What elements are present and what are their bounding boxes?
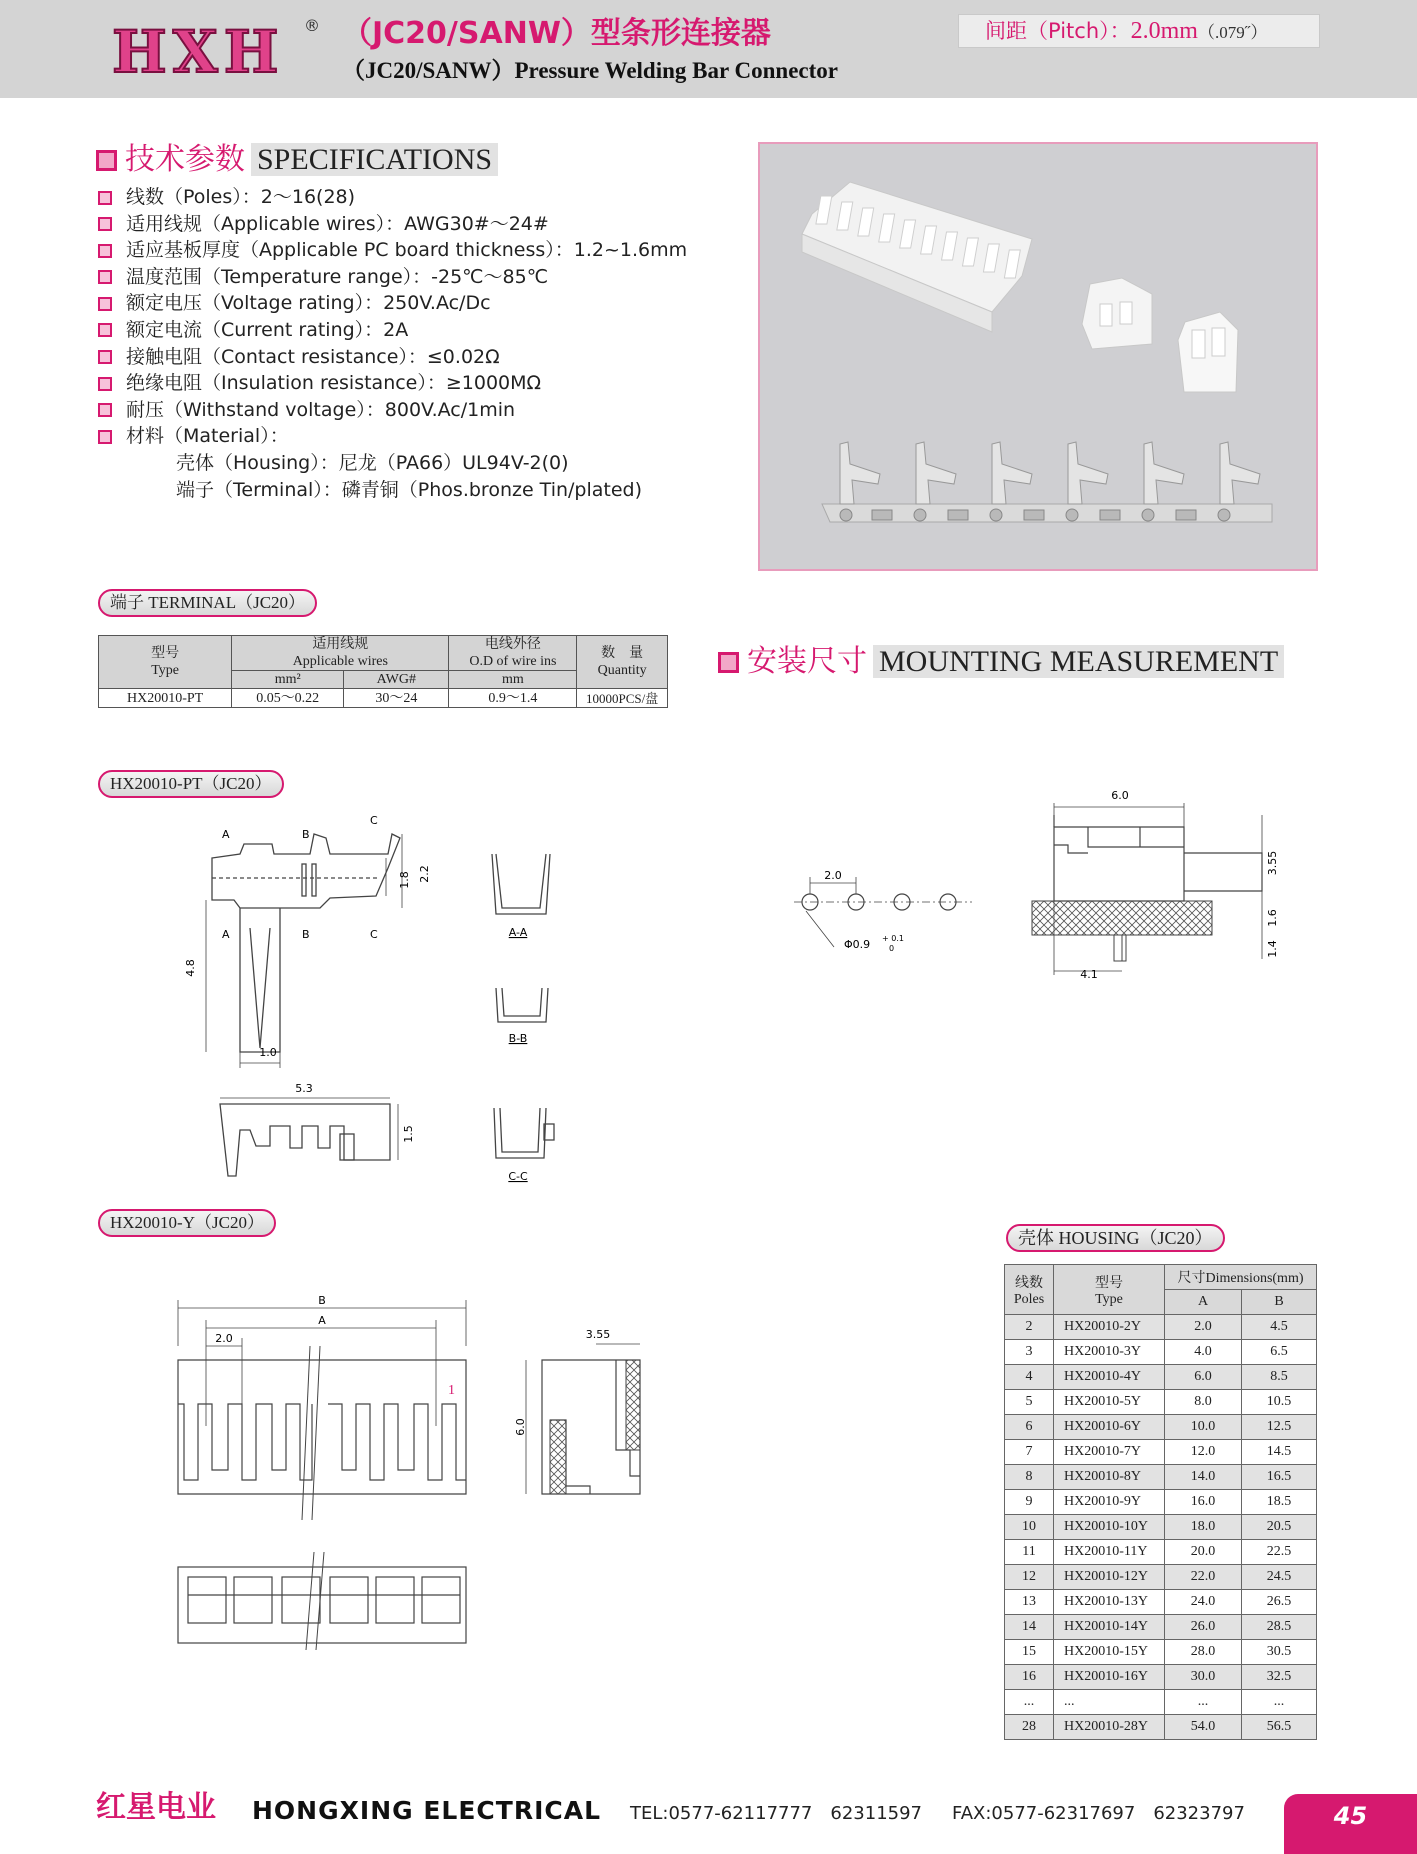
- y-pill: HX20010-Y（JC20）: [98, 1209, 276, 1237]
- spec-list: [98, 184, 698, 503]
- table-row: [1005, 1490, 1317, 1515]
- table-row: HX20010-PT 0.05～0.22 30～24 0.9～1.4 10000PCS/盘: [99, 689, 668, 708]
- bullet-icon: [98, 350, 112, 364]
- mounting-drawing: [792, 785, 1292, 985]
- cell-poles: 11: [1005, 1540, 1054, 1565]
- cell-a: 24.0: [1165, 1590, 1242, 1615]
- table-row: [1005, 1665, 1317, 1690]
- material-terminal: 端子（Terminal）：磷青铜（Phos.bronze Tin/plated): [176, 478, 643, 501]
- spec-item: 接触电阻（Contact resistance）：≤0.02Ω: [98, 344, 698, 371]
- terminal-table: [98, 635, 668, 708]
- table-row: [1005, 1715, 1317, 1740]
- cell-type: HX20010-8Y: [1054, 1465, 1165, 1490]
- cell-b: 6.5: [1242, 1340, 1317, 1365]
- cell-a: 14.0: [1165, 1465, 1242, 1490]
- cell-poles: 13: [1005, 1590, 1054, 1615]
- cell-poles: ...: [1005, 1690, 1054, 1715]
- registered-mark: ®: [304, 16, 320, 35]
- cell-type: HX20010-3Y: [1054, 1340, 1165, 1365]
- bullet-icon: [98, 191, 112, 205]
- cell-b: 24.5: [1242, 1565, 1317, 1590]
- table-row: [1005, 1640, 1317, 1665]
- pt-pill: HX20010-PT（JC20）: [98, 770, 284, 798]
- specifications-heading: [96, 142, 498, 178]
- specifications-heading-cn: 技术参数: [125, 142, 245, 177]
- cell-type: HX20010-12Y: [1054, 1565, 1165, 1590]
- cell-b: 20.5: [1242, 1515, 1317, 1540]
- cell-b: 28.5: [1242, 1615, 1317, 1640]
- cell-b: 8.5: [1242, 1365, 1317, 1390]
- cell-a: 16.0: [1165, 1490, 1242, 1515]
- dim-label: 1.0: [259, 1046, 277, 1059]
- cell-poles: 4: [1005, 1365, 1054, 1390]
- cell-type: HX20010-16Y: [1054, 1665, 1165, 1690]
- cell-b: 14.5: [1242, 1440, 1317, 1465]
- spec-item: 适应基板厚度（Applicable PC board thickness）：1.2~1.6mm: [98, 237, 698, 264]
- dim-label: 1.6: [1266, 909, 1279, 927]
- col-mm2: mm²: [232, 671, 344, 689]
- cell-b: 18.5: [1242, 1490, 1317, 1515]
- table-row: [1005, 1615, 1317, 1640]
- table-row: [1005, 1565, 1317, 1590]
- cell-b: 56.5: [1242, 1715, 1317, 1740]
- cell-type: HX20010-14Y: [1054, 1615, 1165, 1640]
- table-row: [1005, 1340, 1317, 1365]
- terminal-pill: 端子 TERMINAL（JC20）: [98, 589, 317, 617]
- dim-label: 3.55: [585, 1328, 611, 1341]
- cell-poles: 10: [1005, 1515, 1054, 1540]
- cell-a: 8.0: [1165, 1390, 1242, 1415]
- dim-label: 5.3: [295, 1082, 313, 1095]
- cell-a: 6.0: [1165, 1365, 1242, 1390]
- dim-label: 2.2: [418, 865, 431, 883]
- bullet-icon: [98, 244, 112, 258]
- cell-a: 26.0: [1165, 1615, 1242, 1640]
- footer-company-en: HONGXING ELECTRICAL: [252, 1796, 602, 1825]
- terminal-drawing: [180, 808, 600, 1196]
- spec-item: 适用线规（Applicable wires）：AWG30#～24#: [98, 211, 698, 238]
- page-title-cn: （JC20/SANW）型条形连接器: [342, 16, 771, 51]
- table-row: [1005, 1315, 1317, 1340]
- spec-item: 耐压（Withstand voltage）：800V.Ac/1min: [98, 397, 698, 424]
- cell-a: 28.0: [1165, 1640, 1242, 1665]
- cell-poles: 7: [1005, 1440, 1054, 1465]
- col-awg: AWG#: [344, 671, 449, 689]
- spec-item: 绝缘电阻（Insulation resistance）：≥1000MΩ: [98, 370, 698, 397]
- cell-b: 26.5: [1242, 1590, 1317, 1615]
- cell-b: 16.5: [1242, 1465, 1317, 1490]
- dim-label: 4.8: [184, 959, 197, 977]
- spec-item: 材料（Material）：: [98, 423, 698, 450]
- dim-label: 2.0: [824, 869, 842, 882]
- cell-b: 12.5: [1242, 1415, 1317, 1440]
- cell-poles: 5: [1005, 1390, 1054, 1415]
- cell-b: ...: [1242, 1690, 1317, 1715]
- cell-poles: 16: [1005, 1665, 1054, 1690]
- cell-b: 32.5: [1242, 1665, 1317, 1690]
- cell-a: 18.0: [1165, 1515, 1242, 1540]
- dim-label: 1.8: [398, 871, 411, 889]
- footer-tel: TEL:0577-62117777 62311597: [630, 1803, 922, 1824]
- footer-fax: FAX:0577-62317697 62323797: [952, 1803, 1245, 1824]
- cell-b: 10.5: [1242, 1390, 1317, 1415]
- cell-a: 30.0: [1165, 1665, 1242, 1690]
- col-dimensions: 尺寸Dimensions(mm): [1165, 1265, 1317, 1290]
- cell-poles: 6: [1005, 1415, 1054, 1440]
- cell-poles: 2: [1005, 1315, 1054, 1340]
- cell-a: 20.0: [1165, 1540, 1242, 1565]
- cell-type: HX20010-5Y: [1054, 1390, 1165, 1415]
- section-bullet-icon: [96, 150, 117, 171]
- dim-label: 1.5: [402, 1125, 415, 1143]
- section-bullet-icon: [718, 652, 739, 673]
- section-label: B: [302, 828, 310, 841]
- cell-type: HX20010-28Y: [1054, 1715, 1165, 1740]
- cell-a: 22.0: [1165, 1565, 1242, 1590]
- spec-item: 线数（Poles）：2～16(28): [98, 184, 698, 211]
- cell-a: 2.0: [1165, 1315, 1242, 1340]
- bullet-icon: [98, 403, 112, 417]
- cell-poles: 14: [1005, 1615, 1054, 1640]
- col-wires: 适用线规 Applicable wires: [232, 636, 449, 671]
- cell-poles: 28: [1005, 1715, 1054, 1740]
- cell-type: HX20010-9Y: [1054, 1490, 1165, 1515]
- cell-type: HX20010-13Y: [1054, 1590, 1165, 1615]
- table-row: [1005, 1540, 1317, 1565]
- dim-label: 0: [889, 944, 895, 953]
- table-row: [1005, 1590, 1317, 1615]
- pitch-info: [958, 14, 1320, 48]
- mounting-heading: [718, 644, 1284, 680]
- cell-b: 22.5: [1242, 1540, 1317, 1565]
- cell-poles: 9: [1005, 1490, 1054, 1515]
- col-type: 型号 Type: [1054, 1265, 1165, 1315]
- bullet-icon: [98, 430, 112, 444]
- housing-table: [1004, 1264, 1317, 1740]
- housing-pill: 壳体 HOUSING（JC20）: [1006, 1224, 1225, 1252]
- section-label: B-B: [508, 1032, 528, 1045]
- dim-label: Φ0.9: [844, 938, 871, 951]
- cell-type: HX20010-6Y: [1054, 1415, 1165, 1440]
- cell-b: 4.5: [1242, 1315, 1317, 1340]
- col-type: 型号 Type: [99, 636, 232, 689]
- housing-drawing: [170, 1290, 650, 1650]
- cell-a: ...: [1165, 1690, 1242, 1715]
- specifications-heading-en: SPECIFICATIONS: [251, 143, 498, 176]
- cell-type: HX20010-11Y: [1054, 1540, 1165, 1565]
- section-label: B: [302, 928, 310, 941]
- spec-item: 温度范围（Temperature range）：-25℃～85℃: [98, 264, 698, 291]
- dim-label: 3.55: [1266, 850, 1279, 876]
- dim-label: A: [318, 1314, 326, 1327]
- col-a: A: [1165, 1290, 1242, 1315]
- bullet-icon: [98, 270, 112, 284]
- cell-poles: 15: [1005, 1640, 1054, 1665]
- section-label: C: [370, 928, 378, 941]
- page-title-en: （JC20/SANW）Pressure Welding Bar Connector: [342, 58, 839, 83]
- pitch-label: 间距（Pitch）：: [985, 19, 1131, 43]
- cell-poles: 12: [1005, 1565, 1054, 1590]
- spec-item: 额定电压（Voltage rating）：250V.Ac/Dc: [98, 290, 698, 317]
- section-label: A: [222, 828, 230, 841]
- page-header: [0, 0, 1417, 98]
- section-label: A: [222, 928, 230, 941]
- table-row: [1005, 1515, 1317, 1540]
- brand-logo: HXH: [112, 18, 285, 86]
- table-row: [1005, 1415, 1317, 1440]
- cell-b: 30.5: [1242, 1640, 1317, 1665]
- bullet-icon: [98, 297, 112, 311]
- dim-label: 1.4: [1266, 940, 1279, 958]
- cell-a: 10.0: [1165, 1415, 1242, 1440]
- bullet-icon: [98, 323, 112, 337]
- col-qty: 数 量 Quantity: [577, 636, 668, 689]
- dim-label: 4.1: [1080, 968, 1098, 981]
- bullet-icon: [98, 377, 112, 391]
- mounting-heading-cn: 安装尺寸: [747, 644, 867, 679]
- material-housing: 壳体（Housing）：尼龙（PA66）UL94V-2(0): [176, 451, 569, 474]
- pitch-imperial: （.079˝）: [1197, 23, 1268, 42]
- dim-label: 6.0: [514, 1418, 527, 1436]
- table-row: [1005, 1440, 1317, 1465]
- col-od-unit: mm: [449, 671, 577, 689]
- cell-type: ...: [1054, 1690, 1165, 1715]
- cell-a: 4.0: [1165, 1340, 1242, 1365]
- dim-label: + 0.1: [882, 934, 904, 943]
- dim-label: 6.0: [1111, 789, 1129, 802]
- table-row: [1005, 1690, 1317, 1715]
- mounting-heading-en: MOUNTING MEASUREMENT: [873, 645, 1284, 678]
- cell-a: 12.0: [1165, 1440, 1242, 1465]
- page-number: 45: [1284, 1794, 1417, 1854]
- section-label: C-C: [508, 1170, 528, 1183]
- footer-company-cn: 红星电业: [96, 1790, 216, 1825]
- cell-type: HX20010-15Y: [1054, 1640, 1165, 1665]
- section-label: C: [370, 814, 378, 827]
- spec-item: 额定电流（Current rating）：2A: [98, 317, 698, 344]
- col-b: B: [1242, 1290, 1317, 1315]
- dim-label: 2.0: [215, 1332, 233, 1345]
- table-row: [1005, 1465, 1317, 1490]
- cell-a: 54.0: [1165, 1715, 1242, 1740]
- col-od: 电线外径 O.D of wire ins: [449, 636, 577, 671]
- col-poles: 线数 Poles: [1005, 1265, 1054, 1315]
- cell-type: HX20010-10Y: [1054, 1515, 1165, 1540]
- table-row: [1005, 1390, 1317, 1415]
- table-row: [1005, 1365, 1317, 1390]
- section-label: A-A: [508, 926, 528, 939]
- product-photo-illustration: [760, 144, 1316, 569]
- cell-type: HX20010-4Y: [1054, 1365, 1165, 1390]
- dim-label: 1: [448, 1383, 455, 1398]
- cell-poles: 8: [1005, 1465, 1054, 1490]
- bullet-icon: [98, 217, 112, 231]
- cell-poles: 3: [1005, 1340, 1054, 1365]
- cell-type: HX20010-2Y: [1054, 1315, 1165, 1340]
- cell-type: HX20010-7Y: [1054, 1440, 1165, 1465]
- product-photo: [758, 142, 1318, 571]
- dim-label: B: [318, 1294, 326, 1307]
- pitch-value: 2.0mm: [1130, 18, 1198, 44]
